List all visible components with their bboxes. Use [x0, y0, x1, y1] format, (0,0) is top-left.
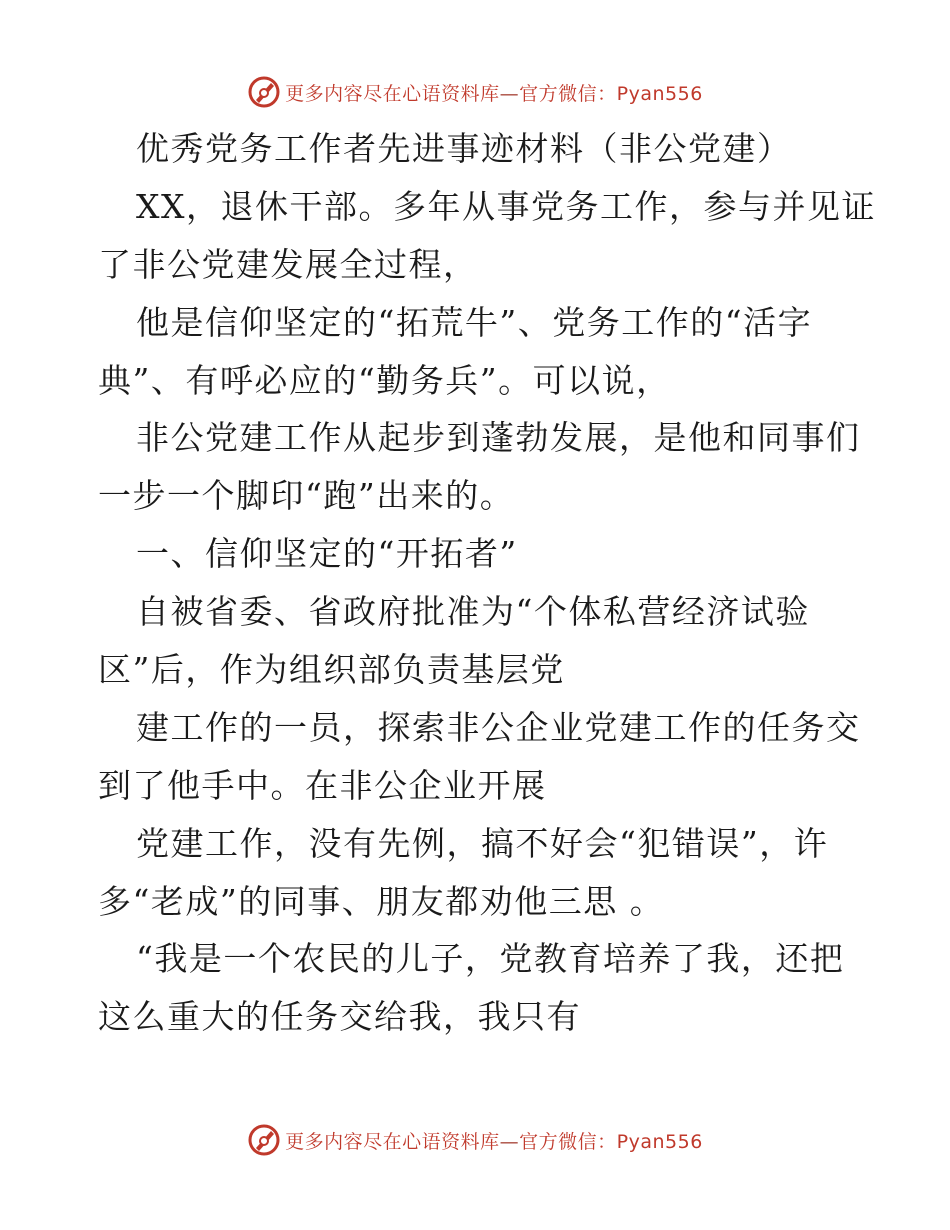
paragraph-line: 一步一个脚印“跑”出来的。 — [98, 476, 515, 516]
paragraph-line: 建工作的一员，探索非公企业党建工作的任务交 — [136, 707, 861, 747]
footer-banner-text — [285, 1127, 703, 1154]
paragraph-line: 了非公党建发展全过程， — [98, 244, 478, 284]
footer-banner — [0, 1120, 950, 1160]
paragraph-line: 党建工作，没有先例，搞不好会“犯错误”，许 — [136, 823, 829, 863]
header-wechat-text: 官方微信：Pyan556 — [519, 82, 703, 105]
header-separator: — — [499, 82, 520, 105]
header-banner-text — [285, 79, 703, 106]
paragraph-line: 多“老成”的同事、朋友都劝他三思 。 — [98, 881, 665, 921]
paragraph-line: 非公党建工作从起步到蓬勃发展，是他和同事们 — [136, 418, 861, 458]
pen-logo-icon — [247, 1123, 281, 1157]
document-body — [98, 120, 876, 1046]
paragraph-line: 这么重大的任务交给我，我只有 — [98, 997, 581, 1037]
paragraph-line: 他是信仰坚定的“拓荒牛”、党务工作的“活字 — [136, 302, 813, 342]
footer-separator: — — [499, 1130, 520, 1153]
paragraph-line: 区”后，作为组织部负责基层党 — [98, 650, 565, 690]
paragraph-line: 自被省委、省政府批准为“个体私营经济试验 — [136, 592, 810, 632]
section-heading: 一、信仰坚定的“开拓者” — [136, 534, 518, 574]
document-title: 优秀党务工作者先进事迹材料（非公党建） — [136, 129, 792, 168]
paragraph-line: “我是一个农民的儿子，党教育培养了我，还把 — [136, 939, 845, 979]
header-site-text: 更多内容尽在心语资料库 — [285, 82, 500, 105]
header-banner — [0, 72, 950, 112]
footer-site-text: 更多内容尽在心语资料库 — [285, 1130, 500, 1153]
paragraph-line: XX，退休干部。多年从事党务工作，参与并见证 — [136, 186, 876, 226]
pen-logo-icon — [247, 75, 281, 109]
footer-wechat-text: 官方微信：Pyan556 — [519, 1130, 703, 1153]
paragraph-line: 到了他手中。在非公企业开展 — [98, 765, 547, 805]
paragraph-line: 典”、有呼必应的“勤务兵”。可以说， — [98, 360, 671, 400]
